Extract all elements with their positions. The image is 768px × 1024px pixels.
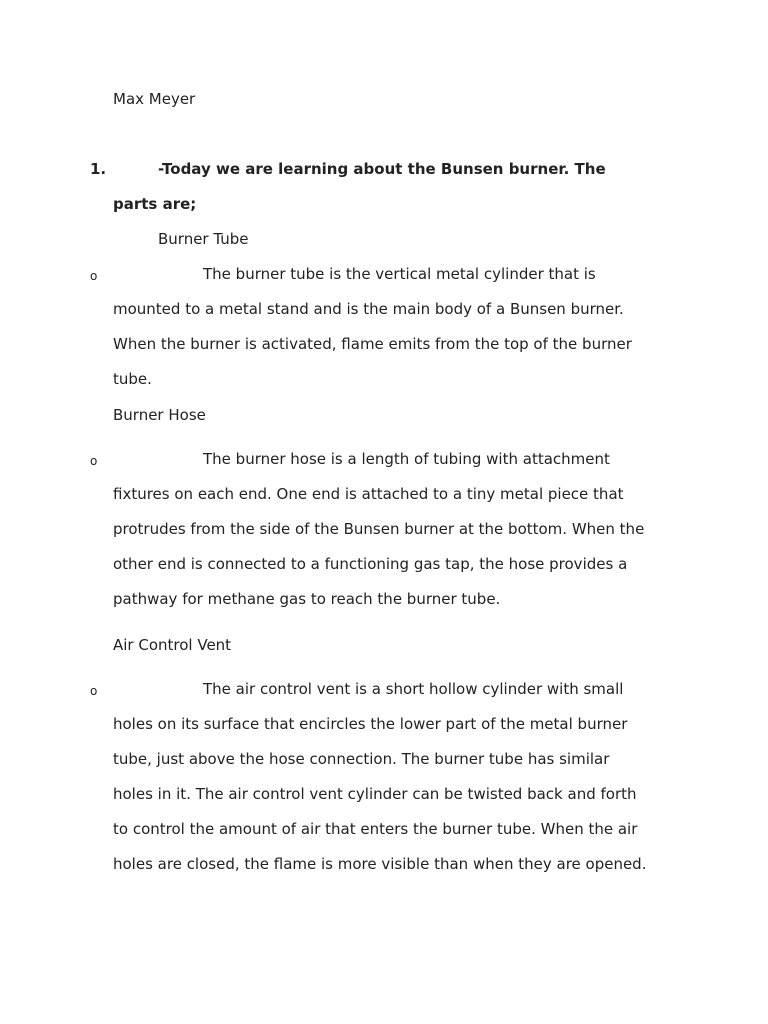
- paragraph-line: mounted to a metal stand and is the main body of a Bunsen burner.: [113, 300, 624, 318]
- author-name: Max Meyer: [113, 90, 196, 108]
- paragraph-line: holes on its surface that encircles the lower part of the metal burner: [113, 715, 628, 733]
- section-heading-burner-hose: Burner Hose: [113, 406, 206, 424]
- paragraph-line: tube.: [113, 370, 152, 388]
- paragraph-line: protrudes from the side of the Bunsen burner at the bottom. When the: [113, 520, 645, 538]
- intro-line-2: parts are;: [113, 195, 197, 213]
- list-number: 1.: [90, 160, 107, 178]
- paragraph-line: The air control vent is a short hollow cylinder with small: [203, 680, 624, 698]
- paragraph-line: fixtures on each end. One end is attached to a tiny metal piece that: [113, 485, 624, 503]
- paragraph-line: to control the amount of air that enters the burner tube. When the air: [113, 820, 638, 838]
- paragraph-line: The burner tube is the vertical metal cylinder that is: [203, 265, 596, 283]
- bullet-icon: o: [90, 269, 98, 283]
- bullet-icon: o: [90, 454, 98, 468]
- paragraph-line: holes in it. The air control vent cylinder can be twisted back and forth: [113, 785, 637, 803]
- section-heading-air-control-vent: Air Control Vent: [113, 636, 232, 654]
- intro-line-1: -Today we are learning about the Bunsen burner. The: [158, 160, 606, 178]
- paragraph-line: holes are closed, the flame is more visible than when they are opened.: [113, 855, 647, 873]
- paragraph-line: When the burner is activated, flame emits from the top of the burner: [113, 335, 632, 353]
- section-heading-burner-tube: Burner Tube: [158, 230, 249, 248]
- bullet-icon: o: [90, 684, 98, 698]
- paragraph-line: pathway for methane gas to reach the burner tube.: [113, 590, 501, 608]
- paragraph-line: The burner hose is a length of tubing with attachment: [203, 450, 610, 468]
- paragraph-line: tube, just above the hose connection. The burner tube has similar: [113, 750, 610, 768]
- paragraph-line: other end is connected to a functioning gas tap, the hose provides a: [113, 555, 628, 573]
